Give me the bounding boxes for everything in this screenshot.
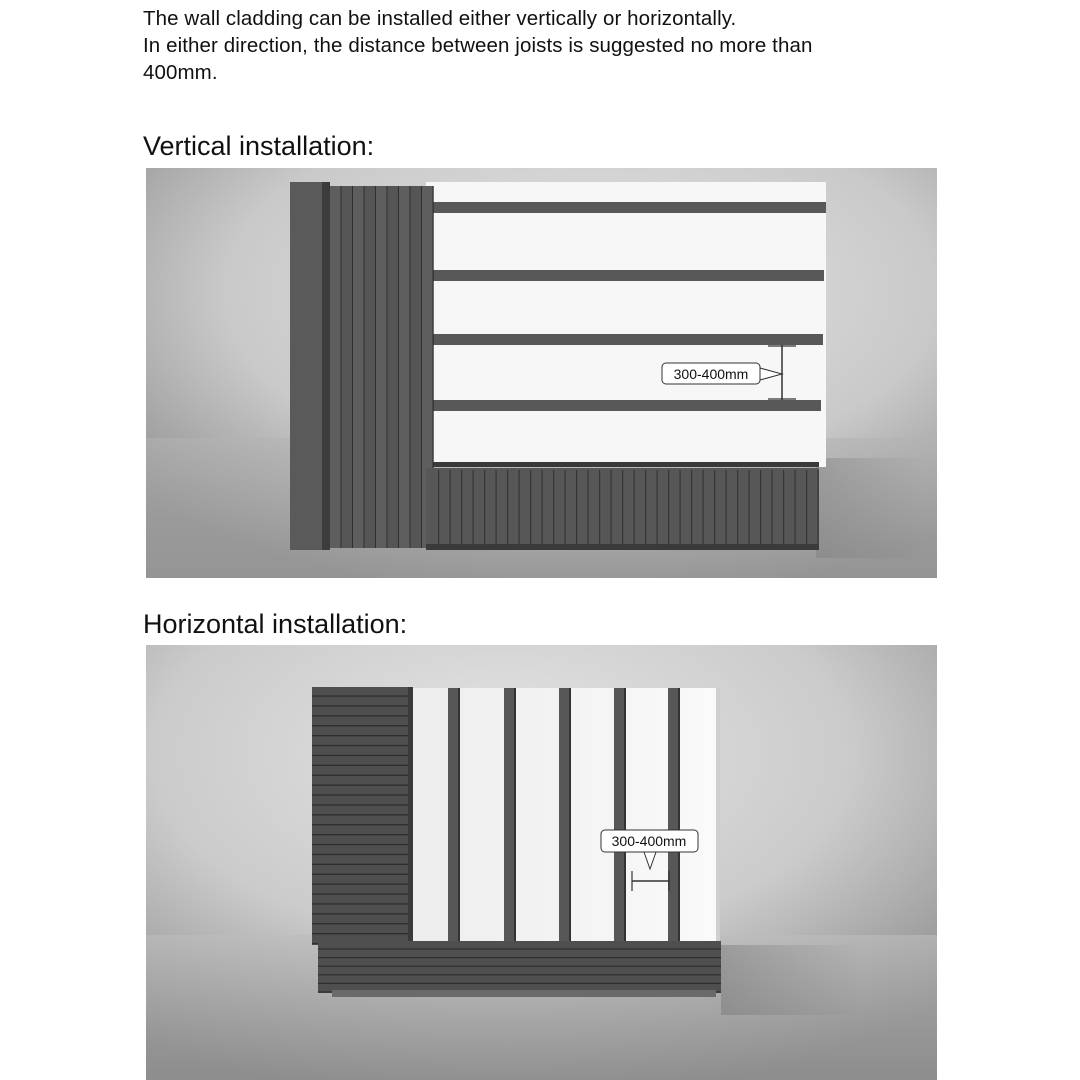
- board-groove: [496, 470, 497, 548]
- board-groove: [312, 814, 410, 815]
- board-groove: [318, 966, 721, 967]
- intro-line-2: In either direction, the distance between joists is suggested no more than: [143, 34, 813, 57]
- wall-edge: [716, 688, 720, 943]
- cladding-board: [376, 186, 388, 548]
- cladding-board: [388, 186, 400, 548]
- joist: [426, 400, 821, 411]
- vertical-installation-illustration: [146, 168, 937, 578]
- board-groove: [312, 923, 410, 924]
- board-groove: [795, 470, 796, 548]
- vertical-cladding-bottom: [426, 468, 819, 550]
- cladding-board: [342, 186, 354, 548]
- board-groove: [703, 470, 704, 548]
- board-groove: [312, 735, 410, 736]
- board-groove: [312, 933, 410, 934]
- board-groove: [749, 470, 750, 548]
- board-groove: [783, 470, 784, 548]
- intro-text: [143, 5, 943, 86]
- board-groove: [737, 470, 738, 548]
- board-edge: [408, 687, 413, 945]
- cladding-board: [399, 186, 411, 548]
- board-groove: [318, 948, 721, 949]
- board-groove: [553, 470, 554, 548]
- board-edge: [426, 544, 819, 550]
- board-groove: [318, 957, 721, 958]
- board-groove: [312, 854, 410, 855]
- board-groove: [312, 874, 410, 875]
- board-groove: [519, 470, 520, 548]
- board-groove: [760, 470, 761, 548]
- board-groove: [312, 705, 410, 706]
- cast-shadow: [816, 458, 926, 558]
- joist: [426, 270, 824, 281]
- board-groove: [312, 913, 410, 914]
- joist-edge: [458, 688, 460, 943]
- board-edge: [322, 182, 330, 550]
- vertical-cladding-left: [290, 182, 434, 550]
- board-groove: [668, 470, 669, 548]
- board-groove: [726, 470, 727, 548]
- horizontal-cladding-left: [312, 687, 413, 945]
- intro-line-3: 400mm.: [143, 61, 218, 84]
- cladding-board: [330, 186, 342, 548]
- cladding-board: [365, 186, 377, 548]
- board-groove: [450, 470, 451, 548]
- joist: [426, 334, 823, 345]
- board-groove: [438, 470, 439, 548]
- board-groove: [634, 470, 635, 548]
- board-groove: [318, 983, 721, 984]
- board-groove: [318, 974, 721, 975]
- board-groove: [312, 903, 410, 904]
- joist-edge: [569, 688, 571, 943]
- board-groove: [507, 470, 508, 548]
- board-groove: [622, 470, 623, 548]
- board-groove: [611, 470, 612, 548]
- cladding-board: [353, 186, 365, 548]
- board-groove: [473, 470, 474, 548]
- board-groove: [312, 834, 410, 835]
- board-groove: [599, 470, 600, 548]
- board-groove: [806, 470, 807, 548]
- joist-edge: [624, 688, 626, 943]
- board-groove: [691, 470, 692, 548]
- board-groove: [645, 470, 646, 548]
- board-groove: [484, 470, 485, 548]
- board-groove: [576, 470, 577, 548]
- joist-edge: [514, 688, 516, 943]
- board-groove: [312, 755, 410, 756]
- board-groove: [312, 844, 410, 845]
- joist-edge: [678, 688, 680, 943]
- wall-surface: [426, 182, 826, 467]
- board-groove: [530, 470, 531, 548]
- board-groove: [312, 794, 410, 795]
- dimension-label: 300-400mm: [611, 833, 687, 849]
- horizontal-installation-svg: [146, 645, 937, 1080]
- board-groove: [312, 715, 410, 716]
- board-groove: [657, 470, 658, 548]
- cast-shadow: [721, 945, 861, 1015]
- intro-line-1: The wall cladding can be installed either vertically or horizontally.: [143, 7, 737, 30]
- board-groove: [588, 470, 589, 548]
- horizontal-installation-heading: Horizontal installation:: [143, 609, 408, 639]
- board-groove: [680, 470, 681, 548]
- board-groove: [312, 785, 410, 786]
- board-groove: [714, 470, 715, 548]
- vertical-installation-svg: [146, 168, 937, 578]
- board-groove: [818, 470, 819, 548]
- board-groove: [312, 725, 410, 726]
- board-groove: [312, 775, 410, 776]
- board-groove: [312, 695, 410, 696]
- board-groove: [312, 884, 410, 885]
- cladding-board: [411, 186, 423, 548]
- board-groove: [312, 893, 410, 894]
- board-groove: [312, 864, 410, 865]
- joist: [426, 202, 826, 213]
- board-groove: [772, 470, 773, 548]
- dimension-label: 300-400mm: [673, 366, 749, 382]
- vertical-installation-heading: Vertical installation:: [143, 131, 375, 161]
- board-groove: [312, 765, 410, 766]
- horizontal-cladding-bottom: [318, 941, 721, 997]
- board-groove: [542, 470, 543, 548]
- board-groove: [312, 804, 410, 805]
- board-groove: [312, 824, 410, 825]
- board-groove: [312, 745, 410, 746]
- board-base: [332, 990, 716, 997]
- board-groove: [461, 470, 462, 548]
- horizontal-installation-illustration: [146, 645, 937, 1080]
- board-groove: [565, 470, 566, 548]
- joist: [426, 462, 819, 467]
